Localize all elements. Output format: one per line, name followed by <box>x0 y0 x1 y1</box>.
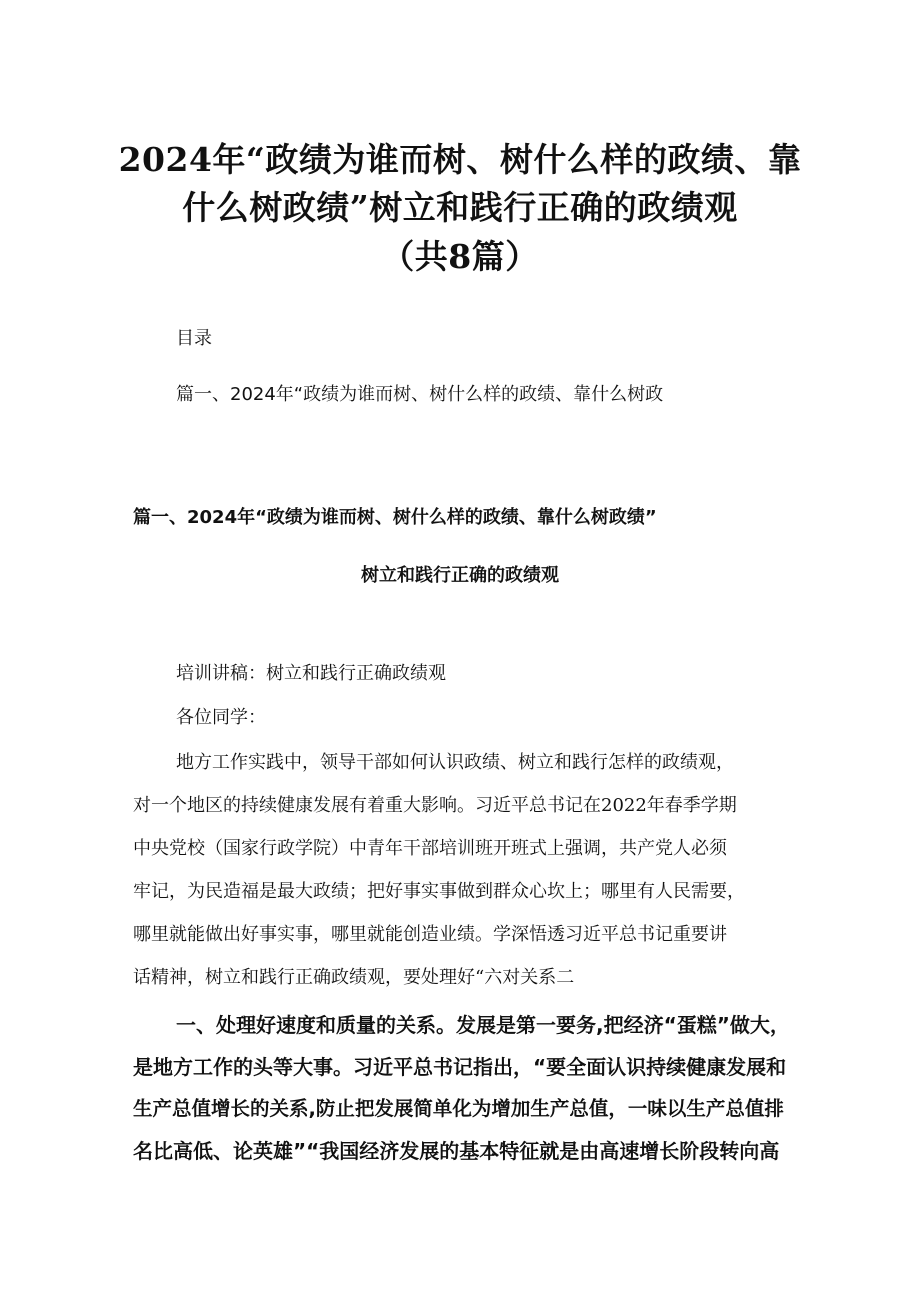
salutation: 各位同学： <box>176 707 266 728</box>
para2-line-3: 生产总值增长的关系,防止把发展简单化为增加生产总值，一味以生产总值排 <box>133 1097 784 1120</box>
para1-line-6: 话精神，树立和践行正确政绩观，要处理好“六对关系二 <box>133 967 575 988</box>
para2-line-1: 一、处理好速度和质量的关系。发展是第一要务,把经济“蛋糕”做大， <box>176 1013 790 1037</box>
section-subheading: 树立和践行正确的政绩观 <box>361 565 559 586</box>
document-title-line-1: 2024年“政绩为谁而树、树什么样的政绩、靠 <box>118 140 802 179</box>
toc-heading: 目录 <box>176 328 212 349</box>
toc-item[interactable]: 篇一、2024年“政绩为谁而树、树什么样的政绩、靠什么树政 <box>176 384 664 405</box>
para1-line-2: 对一个地区的持续健康发展有着重大影响。习近平总书记在2022年春季学期 <box>133 795 737 816</box>
para2-line-4: 名比高低、论英雄”“我国经济发展的基本特征就是由高速增长阶段转向高 <box>133 1139 780 1163</box>
document-title-line-3: （共8篇） <box>381 237 539 276</box>
section-heading: 篇一、2024年“政绩为谁而树、树什么样的政绩、靠什么树政绩” <box>133 507 657 528</box>
para1-line-1: 地方工作实践中，领导干部如何认识政绩、树立和践行怎样的政绩观， <box>176 752 734 773</box>
document-title-line-2: 什么树政绩”树立和践行正确的政绩观 <box>182 188 738 227</box>
para2-line-2: 是地方工作的头等大事。习近平总书记指出，“要全面认识持续健康发展和 <box>133 1055 787 1079</box>
para1-line-5: 哪里就能做出好事实事，哪里就能创造业绩。学深悟透习近平总书记重要讲 <box>133 924 727 945</box>
para1-line-3: 中央党校（国家行政学院）中青年干部培训班开班式上强调，共产党人必须 <box>133 838 727 859</box>
intro-label: 培训讲稿：树立和践行正确政绩观 <box>176 663 446 684</box>
para1-line-4: 牢记，为民造福是最大政绩；把好事实事做到群众心坎上；哪里有人民需要， <box>133 881 745 902</box>
